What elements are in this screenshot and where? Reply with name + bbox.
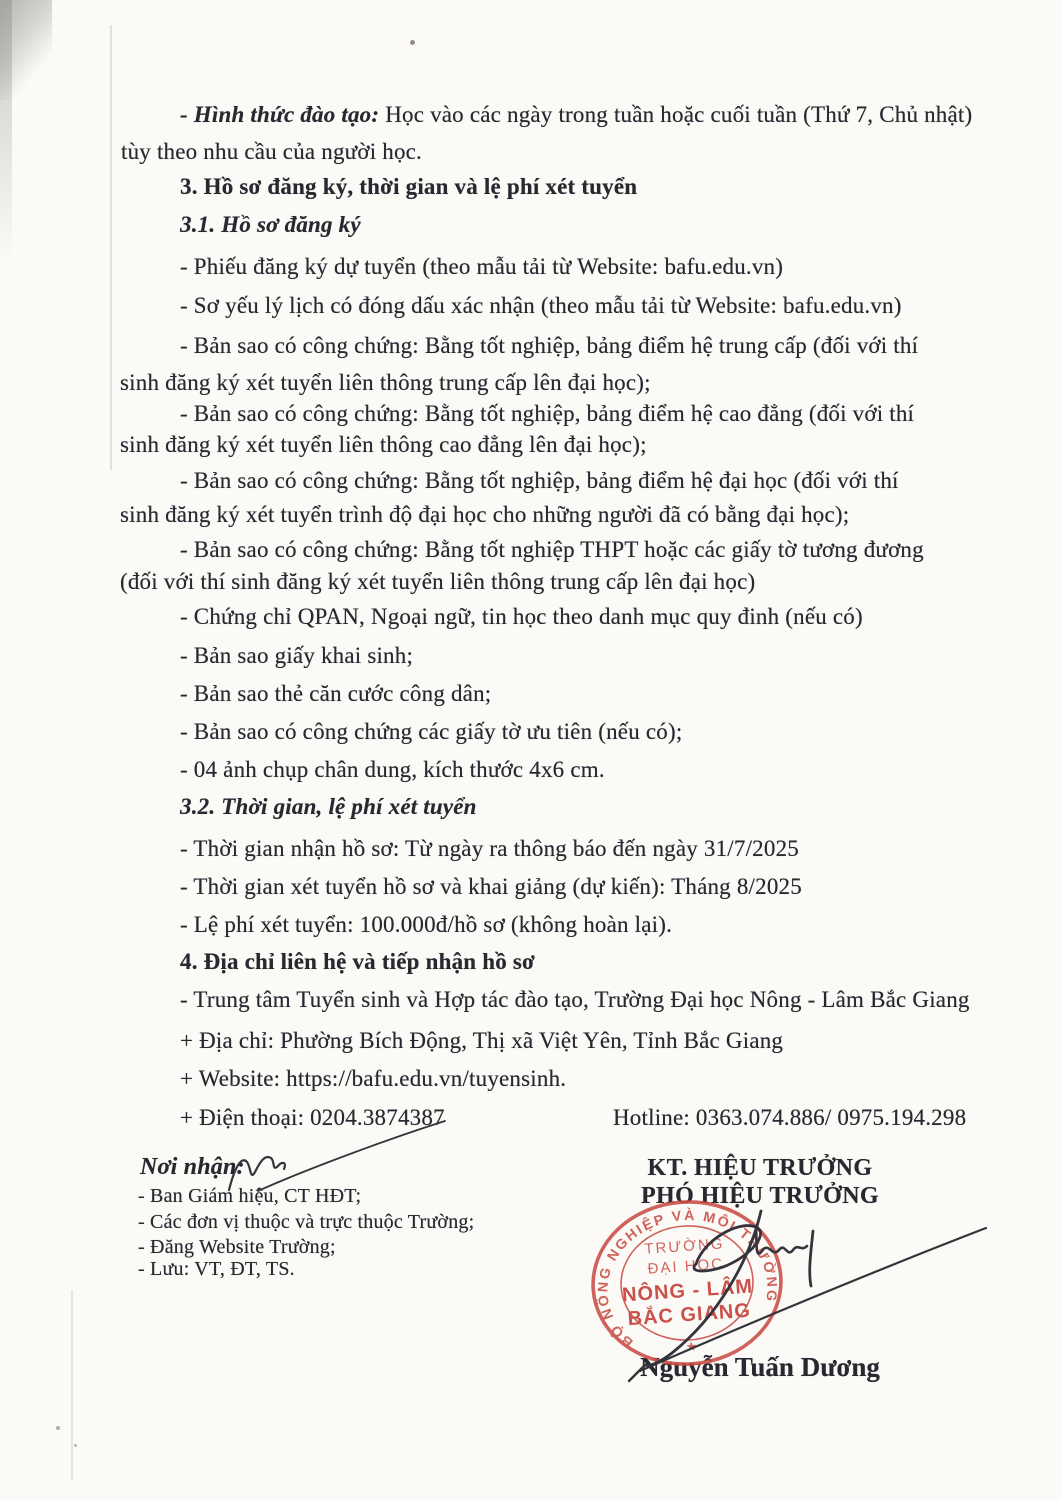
item-certificates: - Chứng chỉ QPAN, Ngoại ngữ, tin học theo danh mục quy đinh (nếu có)	[180, 604, 863, 629]
item-photos: - 04 ảnh chụp chân dung, kích thước 4x6 cm.	[180, 757, 605, 782]
para-training-format-line1	[180, 100, 972, 130]
stamp-star-icon: ★	[685, 1338, 698, 1355]
item-application-form: - Phiếu đăng ký dự tuyển (theo mẫu tải từ Website: bafu.edu.vn)	[180, 254, 784, 279]
item-id-card: - Bản sao thẻ căn cước công dân;	[180, 681, 492, 706]
recipient-item: - Ban Giám hiệu, CT HĐT;	[138, 1185, 362, 1207]
item-trung-cap-line1: - Bản sao có công chứng: Bằng tốt nghiệp, bảng điểm hệ trung cấp (đối với thí	[180, 333, 919, 358]
item-phone: + Điện thoại: 0204.3874387	[180, 1105, 445, 1130]
training-format-rest: Học vào các ngày trong tuần hoặc cuối tuần (Thứ 7, Chủ nhật)	[379, 102, 973, 127]
signer-title-line2: PHÓ HIỆU TRƯỞNG	[640, 1183, 880, 1209]
stamp-ring-text: BỘ NÔNG NGHIỆP VÀ MÔI TRƯỜNG	[594, 1206, 781, 1352]
item-deadline: - Thời gian nhận hồ sơ: Từ ngày ra thông báo đến ngày 31/7/2025	[180, 836, 799, 861]
item-cao-dang-line1: - Bản sao có công chứng: Bằng tốt nghiệp, bảng điểm hệ cao đẳng (đối với thí	[180, 401, 915, 426]
section-3-1-heading: 3.1. Hồ sơ đăng ký	[180, 212, 361, 237]
item-hotline: Hotline: 0363.074.886/ 0975.194.298	[613, 1105, 967, 1130]
scan-artifact-dot	[56, 1426, 60, 1430]
stamp-center-line2: ĐẠI HỌC	[647, 1255, 725, 1278]
item-thpt-line1: - Bản sao có công chứng: Bằng tốt nghiệp THPT hoặc các giấy tờ tương đương	[180, 537, 924, 562]
stamp-center-line1: TRƯỜNG	[643, 1235, 726, 1258]
signer-name: Nguyễn Tuấn Dương	[640, 1352, 880, 1382]
scan-edge-shadow	[0, 0, 12, 260]
item-resume: - Sơ yếu lý lịch có đóng dấu xác nhận (theo mẫu tải từ Website: bafu.edu.vn)	[180, 293, 902, 318]
scan-artifact-dot	[74, 1444, 77, 1447]
item-review-time: - Thời gian xét tuyển hồ sơ và khai giảng (dự kiến): Tháng 8/2025	[180, 874, 802, 899]
item-priority-papers: - Bản sao có công chứng các giấy tờ ưu tiên (nếu có);	[180, 719, 683, 744]
university-stamp	[563, 1173, 811, 1393]
scan-fold-line	[71, 1290, 73, 1480]
stamp-center-line4: BẮC GIANG	[626, 1299, 752, 1331]
scan-artifact-dot	[410, 40, 415, 45]
stamp-center-line3: NÔNG - LÂM	[621, 1275, 754, 1307]
item-birth-certificate: - Bản sao giấy khai sinh;	[180, 643, 414, 668]
item-fee: - Lệ phí xét tuyển: 100.000đ/hồ sơ (không hoàn lại).	[180, 912, 673, 937]
item-dai-hoc-line1: - Bản sao có công chứng: Bằng tốt nghiệp, bảng điểm hệ đại học (đối với thí	[180, 468, 899, 493]
recipients-label: Nơi nhận:	[140, 1154, 245, 1180]
training-format-lead: - Hình thức đào tạo:	[180, 102, 380, 127]
svg-text:BỘ NÔNG NGHIỆP VÀ MÔI TRƯỜNG	[588, 1201, 785, 1354]
recipient-item: - Lưu: VT, ĐT, TS.	[138, 1258, 295, 1280]
scan-fold-line	[110, 25, 112, 470]
item-website: + Website: https://bafu.edu.vn/tuyensinh.	[180, 1066, 567, 1091]
item-dai-hoc-line2: sinh đăng ký xét tuyển trình độ đại học cho những người đã có bằng đại học);	[120, 502, 850, 527]
signer-title-line1: KT. HIỆU TRƯỞNG	[647, 1155, 873, 1181]
para-training-format-line2: tùy theo nhu cầu của người học.	[121, 139, 422, 164]
section-3-heading: 3. Hồ sơ đăng ký, thời gian và lệ phí xét tuyển	[180, 174, 638, 199]
section-3-2-heading: 3.2. Thời gian, lệ phí xét tuyển	[180, 794, 477, 819]
section-4-heading: 4. Địa chỉ liên hệ và tiếp nhận hồ sơ	[180, 949, 535, 974]
item-admission-center: - Trung tâm Tuyển sinh và Hợp tác đào tạo, Trường Đại học Nông - Lâm Bắc Giang	[180, 987, 970, 1012]
item-address: + Địa chỉ: Phường Bích Động, Thị xã Việt Yên, Tỉnh Bắc Giang	[180, 1028, 784, 1053]
recipient-item: - Đăng Website Trường;	[138, 1236, 336, 1258]
item-trung-cap-line2: sinh đăng ký xét tuyển liên thông trung cấp lên đại học);	[120, 370, 651, 395]
item-cao-dang-line2: sinh đăng ký xét tuyển liên thông cao đẳng lên đại học);	[120, 432, 647, 457]
item-thpt-line2: (đối với thí sinh đăng ký xét tuyển liên thông trung cấp lên đại học)	[120, 569, 756, 594]
recipient-item: - Các đơn vị thuộc và trực thuộc Trường;	[138, 1211, 475, 1233]
